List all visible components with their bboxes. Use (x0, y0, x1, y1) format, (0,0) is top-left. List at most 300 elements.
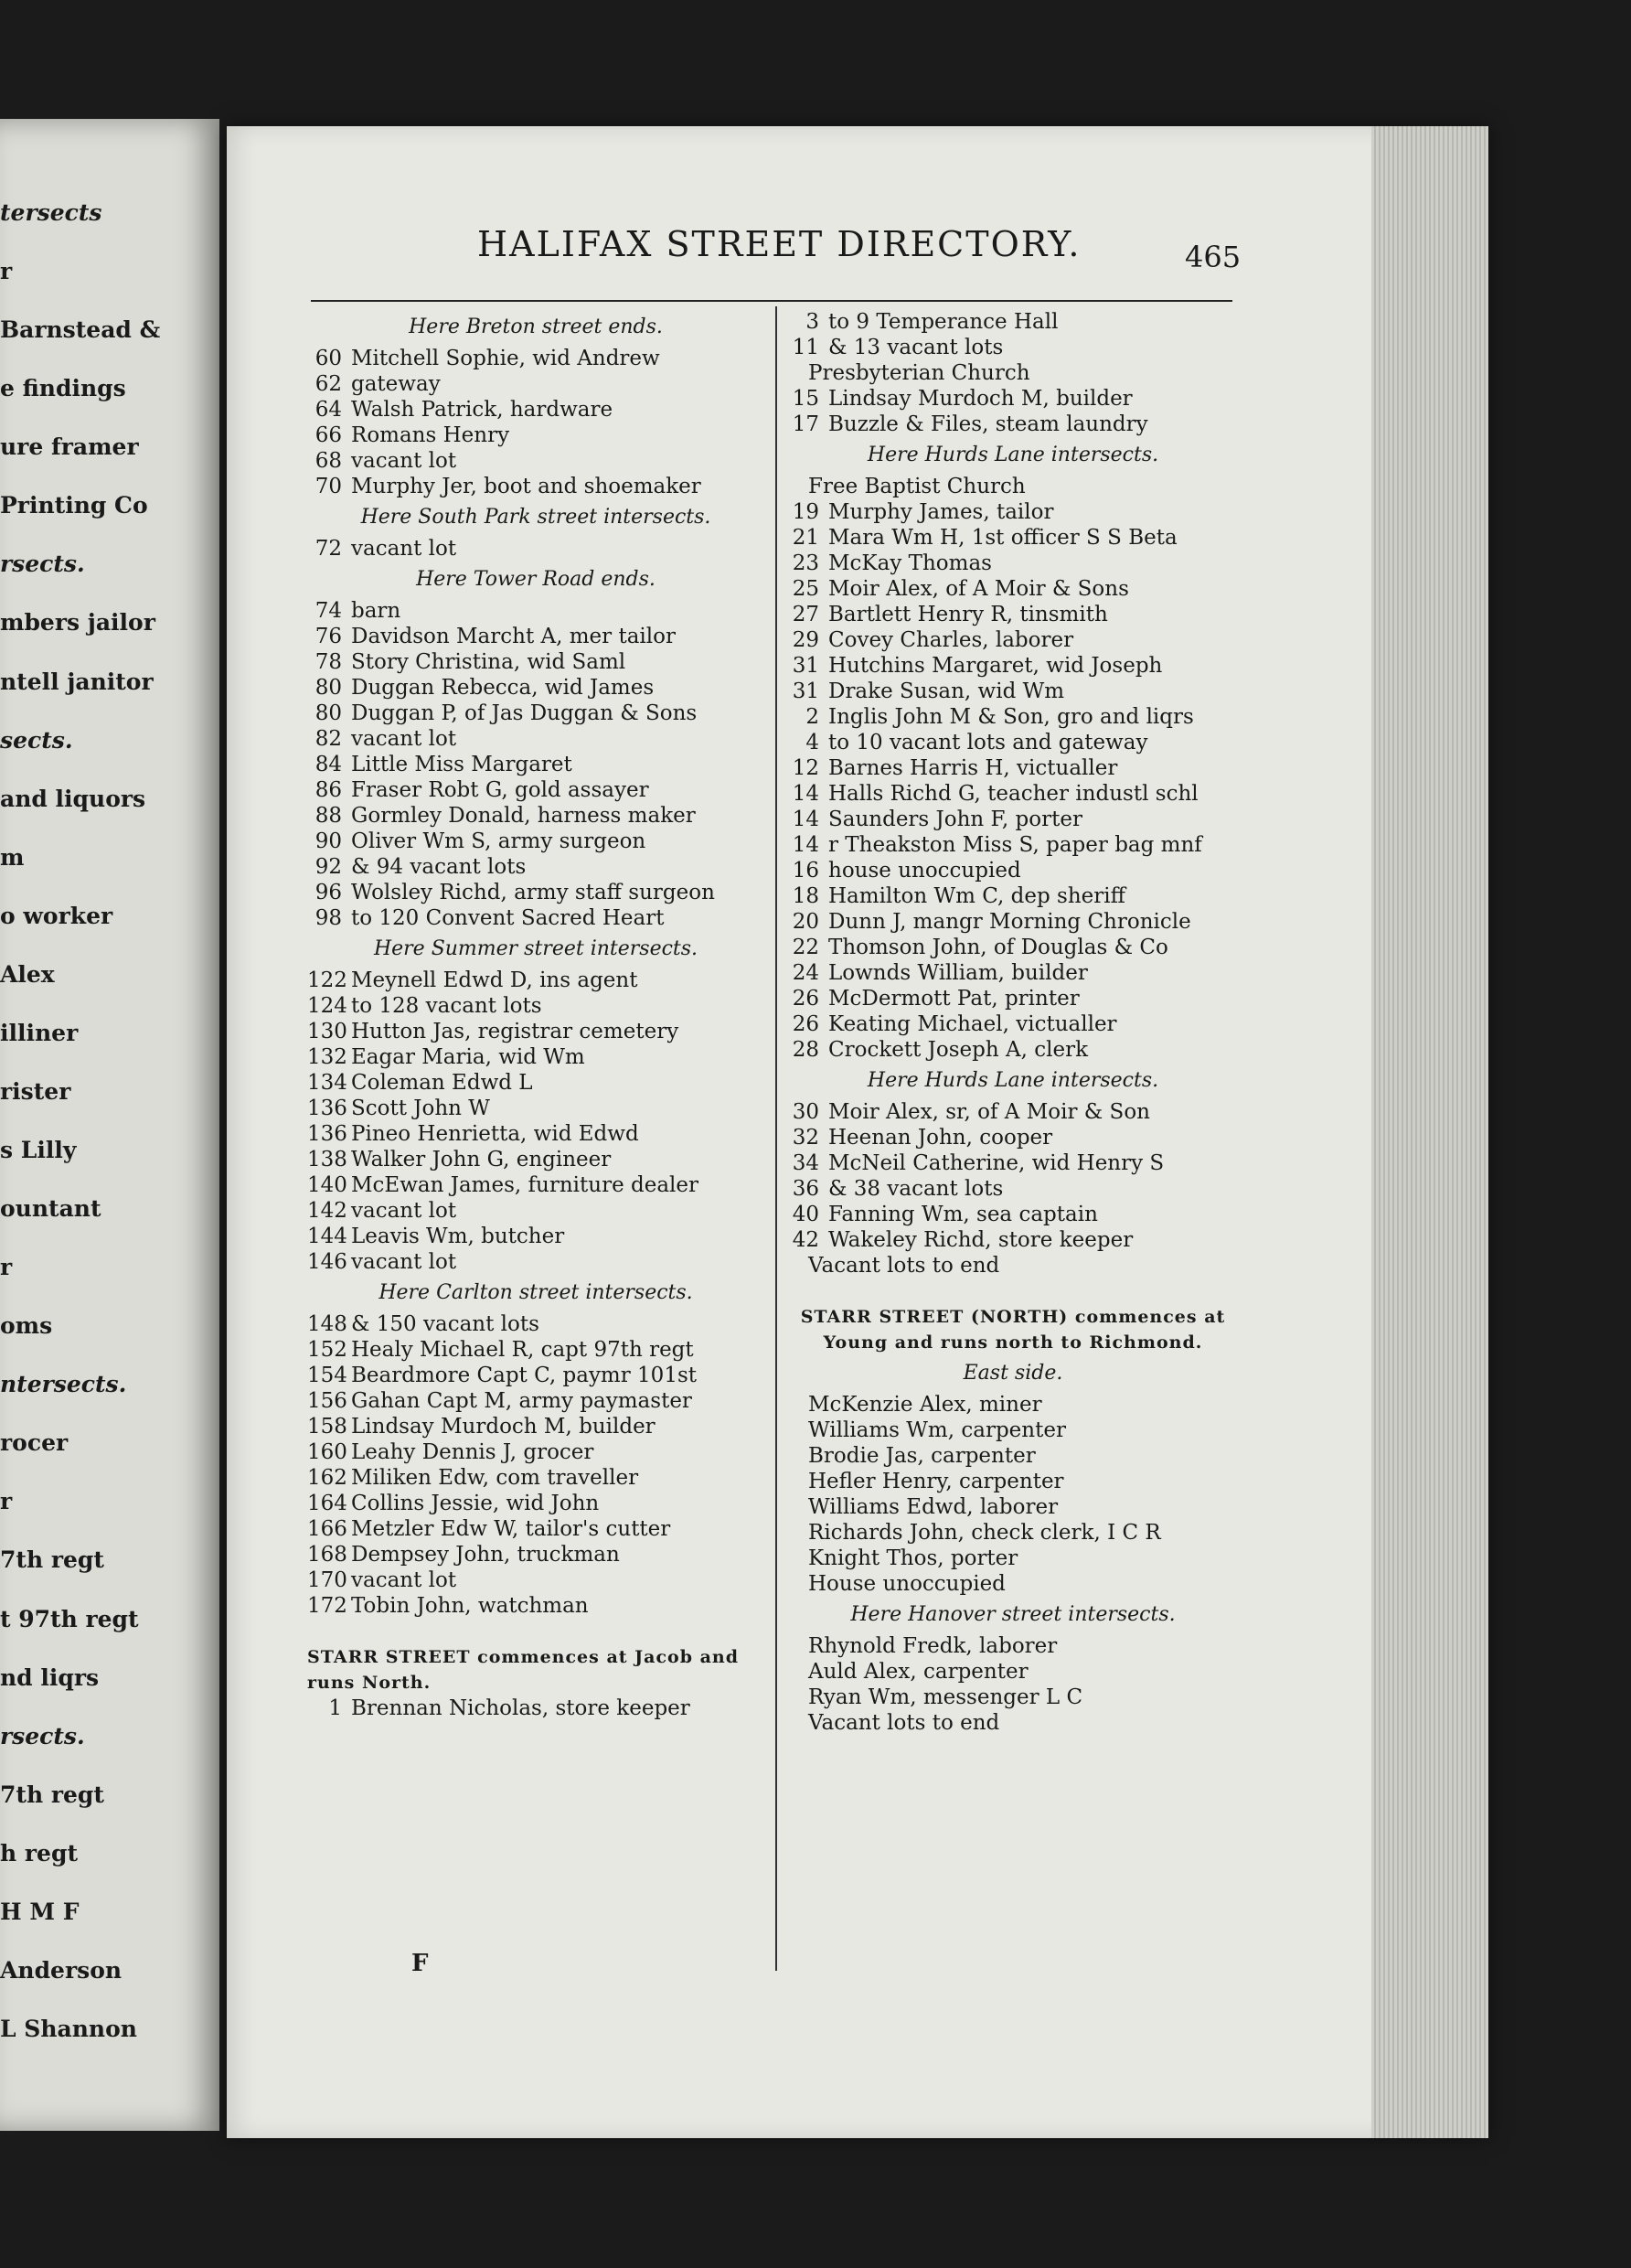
directory-entry (784, 1011, 1242, 1037)
house-number: 64 (314, 398, 342, 422)
directory-entry (307, 1249, 764, 1275)
street-caption: Here Breton street ends. (409, 316, 663, 338)
facing-page-fragment: Anderson (0, 1956, 123, 1984)
house-number: 27 (792, 603, 819, 626)
directory-entry (784, 807, 1242, 832)
house-number: 166 (307, 1517, 347, 1541)
directory-entry (307, 536, 764, 562)
house-number: 148 (307, 1312, 347, 1336)
resident-name: Davidson Marcht A, mer tailor (351, 625, 676, 648)
directory-entry (307, 346, 764, 371)
directory-entry (307, 1696, 764, 1721)
directory-entry (307, 1337, 764, 1363)
section-gap (307, 1619, 764, 1644)
directory-entry (307, 675, 764, 701)
house-number: 14 (792, 833, 819, 857)
resident-name: Lownds William, builder (828, 961, 1088, 985)
directory-entry (784, 1150, 1242, 1176)
facing-page-fragment: illiner (0, 1019, 79, 1046)
directory-entry (784, 386, 1242, 412)
resident-name: McKay Thomas (828, 551, 992, 575)
house-number: 28 (792, 1038, 819, 1062)
house-number: 136 (307, 1097, 347, 1120)
house-number: 156 (307, 1389, 347, 1413)
house-number: 19 (792, 500, 819, 524)
directory-entry (307, 752, 764, 777)
house-number: 98 (314, 906, 342, 930)
directory-entry (784, 551, 1242, 576)
directory-entry: Richards John, check clerk, I C R (808, 1521, 1161, 1545)
resident-name: Scott John W (351, 1097, 490, 1120)
directory-entry (784, 1125, 1242, 1150)
resident-name: Dunn J, mangr Morning Chronicle (828, 910, 1191, 934)
facing-page-fragment: t 97th regt (0, 1605, 139, 1632)
resident-name: Healy Michael R, capt 97th regt (351, 1338, 694, 1362)
house-number: 70 (314, 475, 342, 498)
directory-entry: Auld Alex, carpenter (808, 1660, 1029, 1684)
house-number: 72 (314, 537, 342, 561)
resident-name: to 9 Temperance Hall (828, 310, 1059, 334)
resident-name: Collins Jessie, wid John (351, 1492, 600, 1515)
directory-entry (784, 653, 1242, 679)
resident-name: Moir Alex, of A Moir & Sons (828, 577, 1129, 601)
house-number: 42 (792, 1228, 819, 1252)
directory-entry (307, 993, 764, 1019)
directory-entry (784, 627, 1242, 653)
resident-name: Eagar Maria, wid Wm (351, 1045, 585, 1069)
directory-entry (307, 1388, 764, 1414)
house-number: 22 (792, 936, 819, 959)
facing-page-fragment: m (0, 843, 25, 871)
resident-name: vacant lot (351, 449, 457, 473)
facing-page-fragment: h regt (0, 1839, 78, 1867)
directory-entry (307, 1070, 764, 1096)
directory-entry (307, 649, 764, 675)
directory-entry (307, 968, 764, 993)
house-number: 160 (307, 1440, 347, 1464)
house-number: 74 (314, 599, 342, 623)
house-number: 164 (307, 1492, 347, 1515)
resident-name: Romans Henry (351, 423, 510, 447)
house-number: 158 (307, 1415, 347, 1439)
street-caption: Here Tower Road ends. (416, 568, 656, 591)
directory-entry (784, 335, 1242, 360)
resident-name: to 120 Convent Sacred Heart (351, 906, 665, 930)
resident-name: Heenan John, cooper (828, 1126, 1053, 1150)
directory-entry (784, 499, 1242, 525)
facing-page-fragment: Alex (0, 960, 55, 988)
directory-entry (307, 854, 764, 880)
directory-entry (784, 576, 1242, 602)
resident-name: Thomson John, of Douglas & Co (828, 936, 1168, 959)
house-number: 172 (307, 1594, 347, 1618)
directory-entry: Williams Edwd, laborer (808, 1495, 1059, 1519)
directory-entry (307, 829, 764, 854)
directory-entry (307, 423, 764, 448)
directory-entry: House unoccupied (808, 1572, 1006, 1596)
directory-entry: Knight Thos, porter (808, 1546, 1018, 1570)
directory-entry (307, 803, 764, 829)
directory-entry (307, 1516, 764, 1542)
resident-name: vacant lot (351, 1250, 457, 1274)
facing-page-fragment: ntersects. (0, 1371, 127, 1398)
facing-page-fragment: r (0, 258, 13, 285)
facing-page (0, 119, 219, 2131)
resident-name: vacant lot (351, 1199, 457, 1223)
resident-name: Inglis John M & Son, gro and liqrs (828, 705, 1194, 729)
page-number: 465 (1185, 240, 1242, 274)
resident-name: Mara Wm H, 1st officer S S Beta (828, 526, 1178, 550)
house-number: 80 (314, 676, 342, 700)
directory-entry (784, 730, 1242, 755)
house-number: 96 (314, 881, 342, 904)
resident-name: Oliver Wm S, army surgeon (351, 829, 646, 853)
resident-name: Buzzle & Files, steam laundry (828, 412, 1148, 436)
resident-name: & 38 vacant lots (828, 1177, 1004, 1201)
house-number: 134 (307, 1071, 347, 1095)
facing-page-fragment: ure framer (0, 433, 139, 461)
resident-name: Saunders John F, porter (828, 808, 1082, 831)
house-number: 144 (307, 1225, 347, 1248)
facing-page-fragment: r (0, 1254, 13, 1281)
house-number: 16 (792, 859, 819, 883)
resident-name: Fraser Robt G, gold assayer (351, 778, 649, 802)
facing-page-fragment: o worker (0, 902, 113, 929)
house-number: 130 (307, 1020, 347, 1043)
resident-name: Duggan Rebecca, wid James (351, 676, 655, 700)
house-number: 20 (792, 910, 819, 934)
resident-name: McDermott Pat, printer (828, 987, 1080, 1011)
house-number: 152 (307, 1338, 347, 1362)
resident-name: Metzler Edw W, tailor's cutter (351, 1517, 671, 1541)
directory-entry (307, 1096, 764, 1121)
street-caption: Here Hurds Lane intersects. (867, 444, 1159, 466)
directory-entry (784, 1227, 1242, 1253)
house-number: 2 (805, 705, 819, 729)
directory-entry (307, 1044, 764, 1070)
resident-name: Halls Richd G, teacher industl schl (828, 782, 1199, 806)
directory-entry: McKenzie Alex, miner (808, 1393, 1042, 1417)
directory-entry (784, 1099, 1242, 1125)
directory-entry (307, 777, 764, 803)
directory-entry (307, 880, 764, 905)
resident-name: Gahan Capt M, army paymaster (351, 1389, 692, 1413)
resident-name: Meynell Edwd D, ins agent (351, 968, 638, 992)
house-number: 36 (792, 1177, 819, 1201)
directory-entry (784, 832, 1242, 858)
house-number: 154 (307, 1364, 347, 1387)
resident-name: Leavis Wm, butcher (351, 1225, 565, 1248)
directory-entry (784, 858, 1242, 883)
house-number: 146 (307, 1250, 347, 1274)
column-divider (775, 306, 777, 1971)
house-number: 60 (314, 347, 342, 370)
directory-entry (307, 1593, 764, 1619)
directory-entry: Ryan Wm, messenger L C (808, 1685, 1083, 1709)
directory-entry (784, 525, 1242, 551)
facing-page-fragment: r (0, 1488, 13, 1515)
facing-page-fragment: ountant (0, 1195, 101, 1223)
directory-entry (307, 1311, 764, 1337)
house-number: 21 (792, 526, 819, 550)
resident-name: to 128 vacant lots (351, 994, 542, 1018)
resident-name: vacant lot (351, 727, 457, 751)
resident-name: r Theakston Miss S, paper bag mnf (828, 833, 1202, 857)
facing-page-fragment: 7th regt (0, 1546, 104, 1574)
facing-page-fragment: ntell janitor (0, 668, 154, 695)
house-number: 32 (792, 1126, 819, 1150)
resident-name: Leahy Dennis J, grocer (351, 1440, 594, 1464)
house-number: 136 (307, 1122, 347, 1146)
resident-name: house unoccupied (828, 859, 1021, 883)
directory-entry (784, 1037, 1242, 1063)
directory-entry (307, 701, 764, 726)
resident-name: Covey Charles, laborer (828, 628, 1074, 652)
facing-page-fragment: nd liqrs (0, 1664, 100, 1691)
directory-entry (784, 755, 1242, 781)
house-number: 40 (792, 1203, 819, 1226)
header-rule (311, 300, 1232, 302)
directory-entry (784, 1202, 1242, 1227)
house-number: 12 (792, 756, 819, 780)
street-caption: Here Summer street intersects. (373, 937, 698, 960)
directory-entry (307, 1439, 764, 1465)
page-title: HALIFAX STREET DIRECTORY. (477, 224, 1082, 264)
directory-entry (307, 1147, 764, 1172)
directory-entry: Hefler Henry, carpenter (808, 1470, 1064, 1493)
street-caption: Here Carlton street intersects. (378, 1281, 693, 1304)
resident-name: & 150 vacant lots (351, 1312, 539, 1336)
house-number: 80 (314, 701, 342, 725)
directory-entry: Rhynold Fredk, laborer (808, 1634, 1058, 1658)
house-number: 66 (314, 423, 342, 447)
resident-name: Dempsey John, truckman (351, 1543, 620, 1567)
facing-page-fragment: mbers jailor (0, 609, 155, 637)
resident-name: & 13 vacant lots (828, 336, 1004, 359)
house-number: 4 (805, 731, 819, 754)
directory-entry (307, 1363, 764, 1388)
resident-name: Tobin John, watchman (351, 1594, 589, 1618)
directory-entry (307, 1198, 764, 1224)
directory-entry (784, 412, 1242, 437)
resident-name: Story Christina, wid Saml (351, 650, 626, 674)
resident-name: Mitchell Sophie, wid Andrew (351, 347, 660, 370)
resident-name: Little Miss Margaret (351, 753, 572, 776)
street-caption: Here Hanover street intersects. (850, 1603, 1176, 1626)
house-number: 17 (792, 412, 819, 436)
directory-entry (307, 448, 764, 474)
resident-name: Drake Susan, wid Wm (828, 679, 1065, 703)
house-number: 26 (792, 1012, 819, 1036)
house-number: 142 (307, 1199, 347, 1223)
house-number: 26 (792, 987, 819, 1011)
facing-page-fragment: rocer (0, 1429, 69, 1457)
directory-entry (307, 1465, 764, 1491)
house-number: 62 (314, 372, 342, 396)
resident-name: Moir Alex, sr, of A Moir & Son (828, 1100, 1150, 1124)
house-number: 18 (792, 884, 819, 908)
house-number: 3 (805, 310, 819, 334)
directory-entry (784, 679, 1242, 704)
resident-name: barn (351, 599, 401, 623)
section-heading: STARR STREET (NORTH) commences at Young and runs north to Richmond. (800, 1307, 1226, 1353)
resident-name: vacant lot (351, 537, 457, 561)
resident-name: gateway (351, 372, 441, 396)
directory-entry (784, 704, 1242, 730)
directory-entry (307, 1019, 764, 1044)
directory-entry (307, 1491, 764, 1516)
house-number: 76 (314, 625, 342, 648)
directory-entry (307, 726, 764, 752)
resident-name: Murphy Jer, boot and shoemaker (351, 475, 701, 498)
house-number: 11 (792, 336, 819, 359)
house-number: 132 (307, 1045, 347, 1069)
facing-page-fragment: e findings (0, 375, 126, 402)
facing-page-fragment: s Lilly (0, 1137, 77, 1163)
house-number: 88 (314, 804, 342, 828)
directory-entry (784, 883, 1242, 909)
resident-name: Murphy James, tailor (828, 500, 1054, 524)
facing-page-fragment: rister (0, 1077, 71, 1105)
directory-entry: Free Baptist Church (808, 475, 1026, 498)
resident-name: Gormley Donald, harness maker (351, 804, 696, 828)
directory-entry (307, 397, 764, 423)
section-heading: STARR STREET commences at Jacob and runs North. (307, 1647, 739, 1693)
house-number: 34 (792, 1151, 819, 1175)
facing-page-fragment: tersects (0, 199, 102, 226)
resident-name: Walsh Patrick, hardware (351, 398, 613, 422)
house-number: 122 (307, 968, 347, 992)
resident-name: Wolsley Richd, army staff surgeon (351, 881, 715, 904)
directory-entry: Vacant lots to end (808, 1254, 1000, 1278)
house-number: 170 (307, 1568, 347, 1592)
street-caption: Here Hurds Lane intersects. (867, 1069, 1159, 1092)
resident-name: Keating Michael, victualler (828, 1012, 1117, 1036)
page-edges (1371, 126, 1488, 2138)
right-column (784, 309, 1242, 1736)
resident-name: Coleman Edwd L (351, 1071, 533, 1095)
house-number: 138 (307, 1148, 347, 1171)
house-number: 140 (307, 1173, 347, 1197)
directory-entry (307, 1121, 764, 1147)
directory-entry (784, 986, 1242, 1011)
facing-page-fragment: rsects. (0, 551, 85, 578)
house-number: 162 (307, 1466, 347, 1490)
directory-entry: Williams Wm, carpenter (808, 1418, 1066, 1442)
signature-mark: F (411, 1950, 429, 1977)
resident-name: Duggan P, of Jas Duggan & Sons (351, 701, 698, 725)
house-number: 82 (314, 727, 342, 751)
resident-name: & 94 vacant lots (351, 855, 527, 879)
facing-page-fragment: 7th regt (0, 1781, 104, 1808)
house-number: 92 (314, 855, 342, 879)
house-number: 15 (792, 387, 819, 411)
resident-name: Hutchins Margaret, wid Joseph (828, 654, 1163, 678)
street-caption: Here South Park street intersects. (360, 506, 711, 529)
house-number: 24 (792, 961, 819, 985)
facing-page-fragment: Barnstead & (0, 316, 161, 344)
resident-name: Miliken Edw, com traveller (351, 1466, 639, 1490)
directory-entry: Presbyterian Church (808, 361, 1030, 385)
house-number: 30 (792, 1100, 819, 1124)
resident-name: Wakeley Richd, store keeper (828, 1228, 1134, 1252)
directory-entry (307, 1172, 764, 1198)
directory-entry: Vacant lots to end (808, 1711, 1000, 1735)
directory-entry (784, 935, 1242, 960)
resident-name: Fanning Wm, sea captain (828, 1203, 1098, 1226)
resident-name: Hamilton Wm C, dep sheriff (828, 884, 1125, 908)
resident-name: Bartlett Henry R, tinsmith (828, 603, 1108, 626)
resident-name: Hutton Jas, registrar cemetery (351, 1020, 679, 1043)
house-number: 31 (792, 679, 819, 703)
house-number: 168 (307, 1543, 347, 1567)
directory-entry (307, 1567, 764, 1593)
directory-entry (307, 905, 764, 931)
resident-name: Walker John G, engineer (351, 1148, 612, 1171)
directory-entry (784, 602, 1242, 627)
house-number: 29 (792, 628, 819, 652)
resident-name: McNeil Catherine, wid Henry S (828, 1151, 1165, 1175)
house-number: 1 (328, 1696, 342, 1720)
directory-entry (784, 909, 1242, 935)
directory-entry (307, 1224, 764, 1249)
directory-entry (784, 960, 1242, 986)
house-number: 90 (314, 829, 342, 853)
facing-page-fragment: oms (0, 1312, 53, 1340)
resident-name: Barnes Harris H, victualler (828, 756, 1118, 780)
directory-entry: Brodie Jas, carpenter (808, 1444, 1036, 1468)
house-number: 124 (307, 994, 347, 1018)
house-number: 25 (792, 577, 819, 601)
house-number: 68 (314, 449, 342, 473)
resident-name: Lindsay Murdoch M, builder (828, 387, 1133, 411)
house-number: 84 (314, 753, 342, 776)
directory-entry (784, 1176, 1242, 1202)
directory-entry (307, 624, 764, 649)
facing-page-fragment: Printing Co (0, 492, 148, 519)
facing-page-fragment: and liquors (0, 785, 146, 812)
resident-name: McEwan James, furniture dealer (351, 1173, 698, 1197)
section-gap (784, 1278, 1242, 1304)
resident-name: Crockett Joseph A, clerk (828, 1038, 1089, 1062)
directory-entry (307, 1414, 764, 1439)
house-number: 78 (314, 650, 342, 674)
resident-name: Pineo Henrietta, wid Edwd (351, 1122, 639, 1146)
street-caption: East side. (963, 1362, 1063, 1385)
house-number: 86 (314, 778, 342, 802)
house-number: 31 (792, 654, 819, 678)
house-number: 14 (792, 808, 819, 831)
facing-page-fragment: rsects. (0, 1722, 85, 1749)
left-column (307, 309, 764, 1721)
facing-page-fragment: H M F (0, 1898, 80, 1925)
directory-entry (784, 309, 1242, 335)
house-number: 23 (792, 551, 819, 575)
directory-entry (307, 371, 764, 397)
directory-entry (784, 781, 1242, 807)
resident-name: vacant lot (351, 1568, 457, 1592)
resident-name: Brennan Nicholas, store keeper (351, 1696, 690, 1720)
house-number: 14 (792, 782, 819, 806)
resident-name: Beardmore Capt C, paymr 101st (351, 1364, 697, 1387)
resident-name: to 10 vacant lots and gateway (828, 731, 1148, 754)
resident-name: Lindsay Murdoch M, builder (351, 1415, 656, 1439)
directory-entry (307, 1542, 764, 1567)
directory-entry (307, 474, 764, 499)
facing-page-fragment: L Shannon (0, 2015, 137, 2042)
facing-page-fragment: sects. (0, 726, 73, 754)
directory-entry (307, 598, 764, 624)
